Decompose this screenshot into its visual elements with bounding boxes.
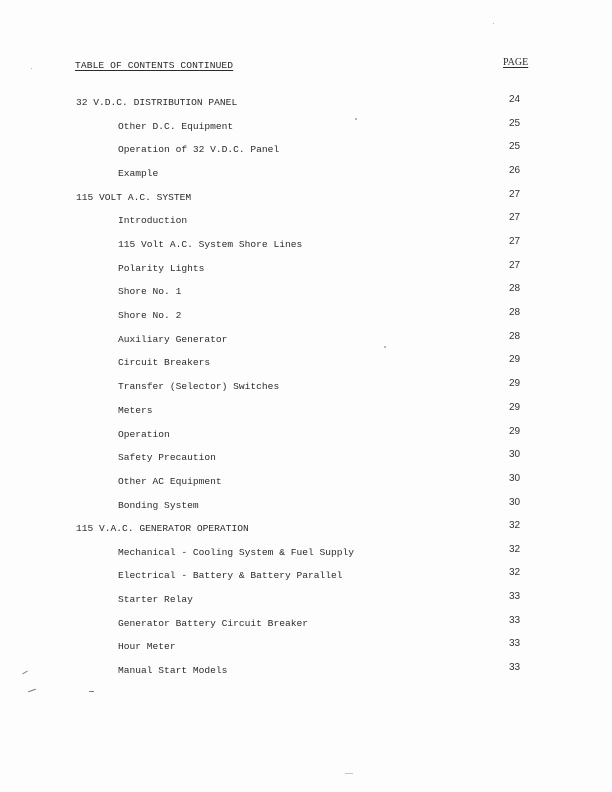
entry-label: Safety Precaution [118, 452, 216, 463]
entry-page-number: 28 [509, 283, 521, 294]
toc-entry [0, 118, 612, 135]
entry-page-number: 26 [509, 165, 521, 176]
entry-page-number: 29 [509, 426, 521, 437]
entry-label: Electrical - Battery & Battery Parallel [118, 570, 343, 581]
toc-entry [0, 236, 612, 253]
entry-label: Transfer (Selector) Switches [118, 381, 280, 392]
toc-title: TABLE OF CONTENTS CONTINUED [75, 60, 234, 71]
entry-page-number: 32 [509, 567, 521, 578]
scan-speck [384, 346, 386, 348]
toc-entry [0, 567, 612, 584]
entry-page-number: 33 [509, 615, 521, 626]
toc-entry [0, 283, 612, 300]
entry-label: Example [118, 168, 159, 179]
entry-page-number: 30 [509, 473, 521, 484]
page-column-header: PAGE [503, 57, 529, 68]
toc-entry [0, 165, 612, 182]
toc-entry [0, 378, 612, 395]
toc-entry-section [0, 520, 612, 537]
entry-label: Shore No. 1 [118, 286, 182, 297]
entry-page-number: 29 [509, 354, 521, 365]
entry-label: Operation [118, 429, 170, 440]
entry-page-number: 29 [509, 402, 521, 413]
toc-entry [0, 212, 612, 229]
entry-label: Shore No. 2 [118, 310, 182, 321]
toc-entry [0, 307, 612, 324]
entry-page-number: 27 [509, 189, 521, 200]
entry-label: Mechanical - Cooling System & Fuel Supply [118, 547, 355, 558]
toc-entry [0, 615, 612, 632]
entry-page-number: 33 [509, 638, 521, 649]
scan-speck [31, 68, 32, 69]
entry-label: 115 V.A.C. GENERATOR OPERATION [76, 523, 249, 534]
entry-page-number: 27 [509, 212, 521, 223]
toc-entry [0, 260, 612, 277]
entry-label: Introduction [118, 215, 188, 226]
scan-mark [28, 689, 36, 693]
entry-page-number: 29 [509, 378, 521, 389]
entry-page-number: 25 [509, 141, 521, 152]
toc-entry [0, 591, 612, 608]
toc-entry-section [0, 94, 612, 111]
toc-entry [0, 662, 612, 679]
entry-page-number: 32 [509, 544, 521, 555]
toc-entry [0, 638, 612, 655]
entry-page-number: 30 [509, 449, 521, 460]
entry-label: Polarity Lights [118, 263, 205, 274]
entry-label: Auxiliary Generator [118, 334, 228, 345]
toc-entry [0, 426, 612, 443]
entry-label: Meters [118, 405, 153, 416]
scan-mark [345, 773, 353, 774]
toc-entry [0, 544, 612, 561]
entry-page-number: 33 [509, 591, 521, 602]
entry-page-number: 28 [509, 331, 521, 342]
entry-page-number: 33 [509, 662, 521, 673]
entry-label: 115 VOLT A.C. SYSTEM [76, 192, 192, 203]
toc-entry-section [0, 189, 612, 206]
entry-page-number: 27 [509, 260, 521, 271]
entry-page-number: 25 [509, 118, 521, 129]
entry-label: Generator Battery Circuit Breaker [118, 618, 308, 629]
toc-entry [0, 449, 612, 466]
entry-label: 115 Volt A.C. System Shore Lines [118, 239, 303, 250]
scan-speck [355, 118, 357, 120]
entry-page-number: 27 [509, 236, 521, 247]
toc-entry [0, 473, 612, 490]
entry-label: Hour Meter [118, 641, 176, 652]
scan-mark [89, 691, 94, 692]
entry-label: Starter Relay [118, 594, 193, 605]
entry-label: Circuit Breakers [118, 357, 211, 368]
entry-page-number: 32 [509, 520, 521, 531]
entry-label: Other AC Equipment [118, 476, 222, 487]
toc-entry [0, 402, 612, 419]
entry-page-number: 24 [509, 94, 521, 105]
scan-speck [493, 23, 494, 24]
toc-entry [0, 331, 612, 348]
toc-entry [0, 141, 612, 158]
entry-label: Other D.C. Equipment [118, 121, 234, 132]
entry-label: 32 V.D.C. DISTRIBUTION PANEL [76, 97, 238, 108]
toc-entry [0, 497, 612, 514]
entry-label: Operation of 32 V.D.C. Panel [118, 144, 280, 155]
entry-label: Manual Start Models [118, 665, 228, 676]
entry-label: Bonding System [118, 500, 199, 511]
toc-entry [0, 354, 612, 371]
entry-page-number: 30 [509, 497, 521, 508]
entry-page-number: 28 [509, 307, 521, 318]
